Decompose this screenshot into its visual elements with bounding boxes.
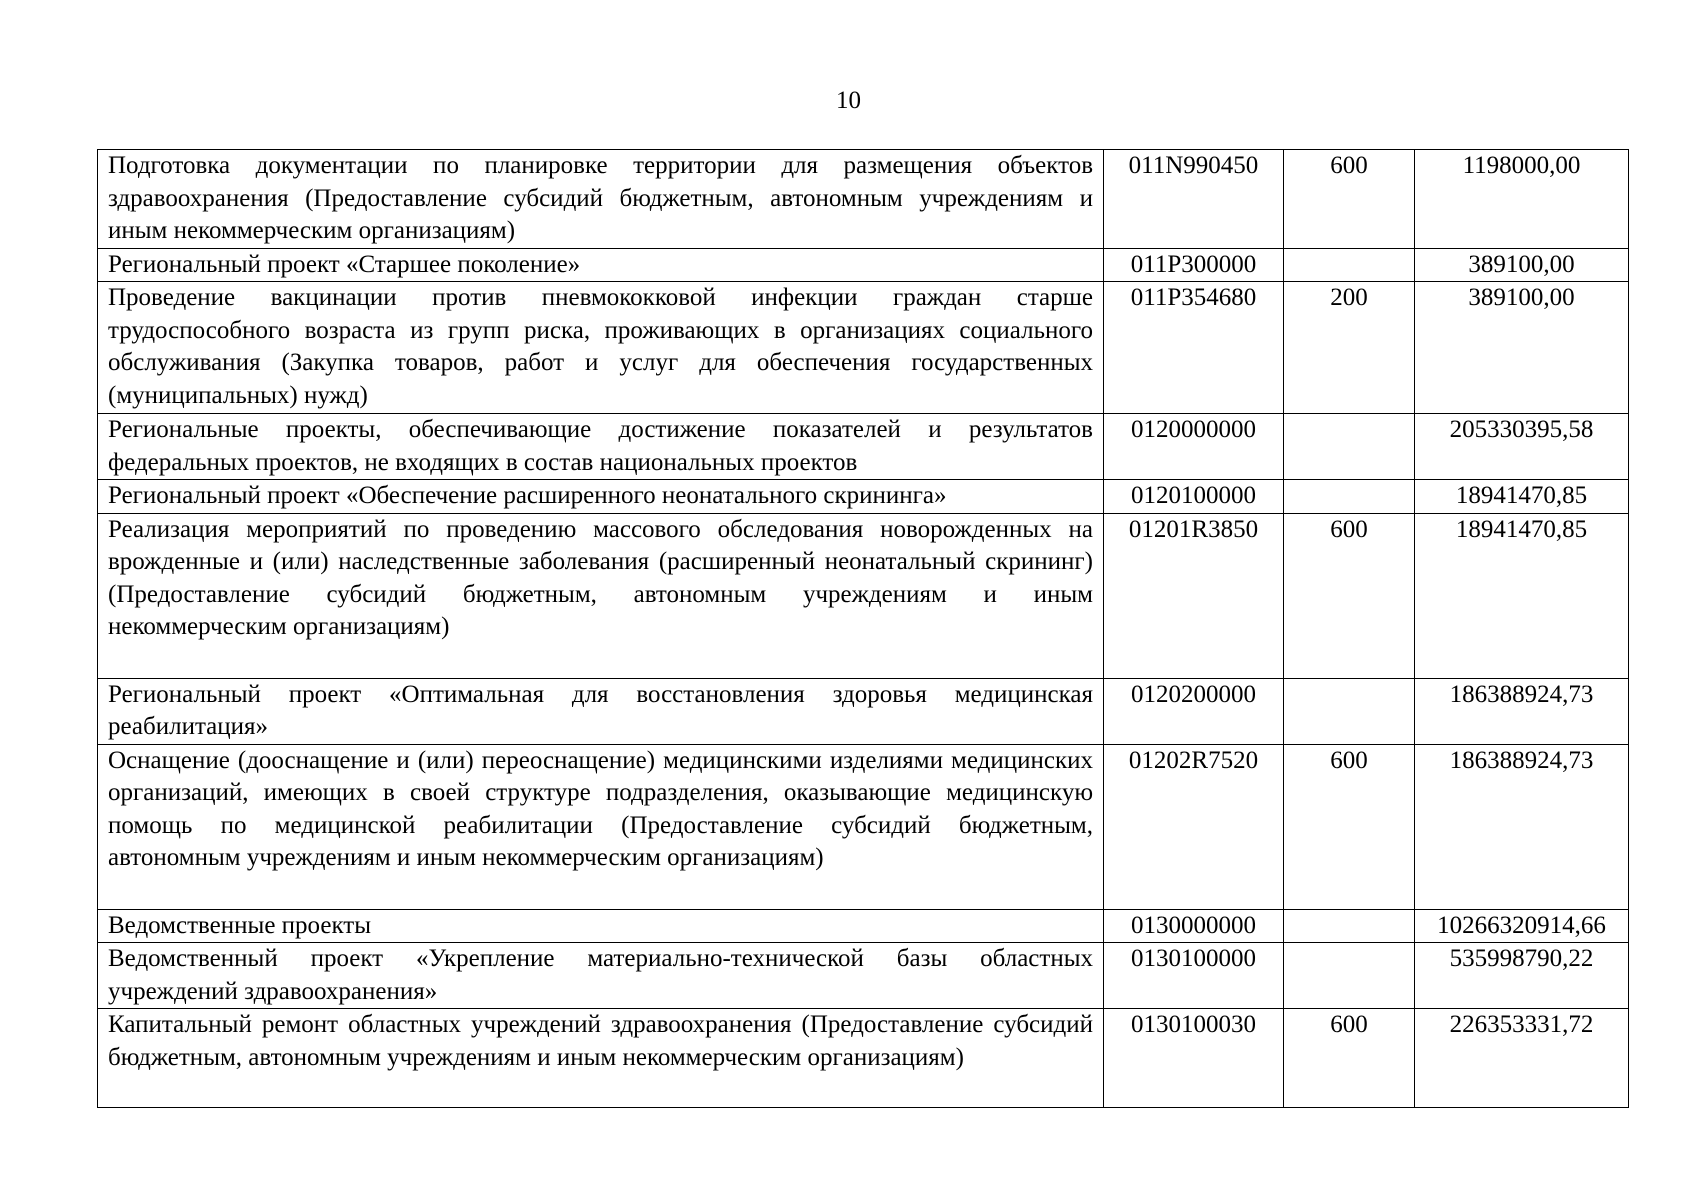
row-type-cell — [1284, 248, 1415, 282]
row-name-cell: Региональный проект «Старшее поколение» — [98, 248, 1104, 282]
row-type-cell — [1284, 480, 1415, 514]
table-row — [98, 909, 1629, 943]
table-row — [98, 282, 1629, 414]
row-name-cell: Региональный проект «Оптимальная для восстановления здоровья медицинская реабилитация» — [98, 678, 1104, 744]
row-name-cell: Ведомственные проекты — [98, 909, 1104, 943]
row-type-cell: 200 — [1284, 282, 1415, 414]
table-row — [98, 943, 1629, 1009]
row-sum-cell: 186388924,73 — [1415, 678, 1629, 744]
row-sum-cell: 18941470,85 — [1415, 480, 1629, 514]
table-row — [98, 480, 1629, 514]
row-type-cell: 600 — [1284, 513, 1415, 678]
row-code-cell: 01201R3850 — [1104, 513, 1284, 678]
row-sum-cell: 389100,00 — [1415, 248, 1629, 282]
table-row — [98, 513, 1629, 678]
row-code-cell: 0120000000 — [1104, 414, 1284, 480]
row-name-cell: Региональный проект «Обеспечение расширенного неонатального скрининга» — [98, 480, 1104, 514]
table-row — [98, 1009, 1629, 1108]
row-name-cell: Проведение вакцинации против пневмококковой инфекции граждан старше трудоспособного возраста из групп риска, проживающих в организациях социального обслуживания (Закупка товаров, работ и услуг для обеспечения государственных (муниципальных) нужд) — [98, 282, 1104, 414]
row-name-cell: Реализация мероприятий по проведению массового обследования новорожденных на врожденные и (или) наследственные заболевания (расширенный неонатальный скрининг) (Предоставление субсидий бюджетным, автономным учреждениям и иным некоммерческим организациям) — [98, 513, 1104, 678]
row-type-cell — [1284, 943, 1415, 1009]
row-type-cell — [1284, 414, 1415, 480]
row-type-cell — [1284, 678, 1415, 744]
row-type-cell — [1284, 909, 1415, 943]
row-code-cell: 011P300000 — [1104, 248, 1284, 282]
table-row — [98, 744, 1629, 909]
row-name-cell: Ведомственный проект «Укрепление материально-технической базы областных учреждений здравоохранения» — [98, 943, 1104, 1009]
row-code-cell: 0120100000 — [1104, 480, 1284, 514]
page-number: 10 — [836, 87, 861, 114]
row-code-cell: 01202R7520 — [1104, 744, 1284, 909]
row-sum-cell: 226353331,72 — [1415, 1009, 1629, 1108]
row-type-cell: 600 — [1284, 744, 1415, 909]
table-row — [98, 414, 1629, 480]
row-sum-cell: 18941470,85 — [1415, 513, 1629, 678]
table-row — [98, 150, 1629, 249]
row-sum-cell: 10266320914,66 — [1415, 909, 1629, 943]
row-type-cell: 600 — [1284, 1009, 1415, 1108]
row-sum-cell: 205330395,58 — [1415, 414, 1629, 480]
row-sum-cell: 535998790,22 — [1415, 943, 1629, 1009]
row-code-cell: 0130000000 — [1104, 909, 1284, 943]
row-sum-cell: 1198000,00 — [1415, 150, 1629, 249]
row-code-cell: 0120200000 — [1104, 678, 1284, 744]
row-name-cell: Региональные проекты, обеспечивающие достижение показателей и результатов федеральных проектов, не входящих в состав национальных проектов — [98, 414, 1104, 480]
row-name-cell: Оснащение (дооснащение и (или) переоснащение) медицинскими изделиями медицинских организаций, имеющих в своей структуре подразделения, оказывающие медицинскую помощь по медицинской реабилитации (Предоставление субсидий бюджетным, автономным учреждениям и иным некоммерческим организациям) — [98, 744, 1104, 909]
table-row — [98, 248, 1629, 282]
row-code-cell: 0130100000 — [1104, 943, 1284, 1009]
row-sum-cell: 186388924,73 — [1415, 744, 1629, 909]
row-type-cell: 600 — [1284, 150, 1415, 249]
row-name-cell: Подготовка документации по планировке территории для размещения объектов здравоохранения (Предоставление субсидий бюджетным, автономным учреждениям и иным некоммерческим организациям) — [98, 150, 1104, 249]
row-sum-cell: 389100,00 — [1415, 282, 1629, 414]
row-code-cell: 011N990450 — [1104, 150, 1284, 249]
budget-table — [97, 149, 1629, 1108]
row-code-cell: 0130100030 — [1104, 1009, 1284, 1108]
table-row — [98, 678, 1629, 744]
row-code-cell: 011P354680 — [1104, 282, 1284, 414]
row-name-cell: Капитальный ремонт областных учреждений здравоохранения (Предоставление субсидий бюджетным, автономным учреждениям и иным некоммерческим организациям) — [98, 1009, 1104, 1108]
